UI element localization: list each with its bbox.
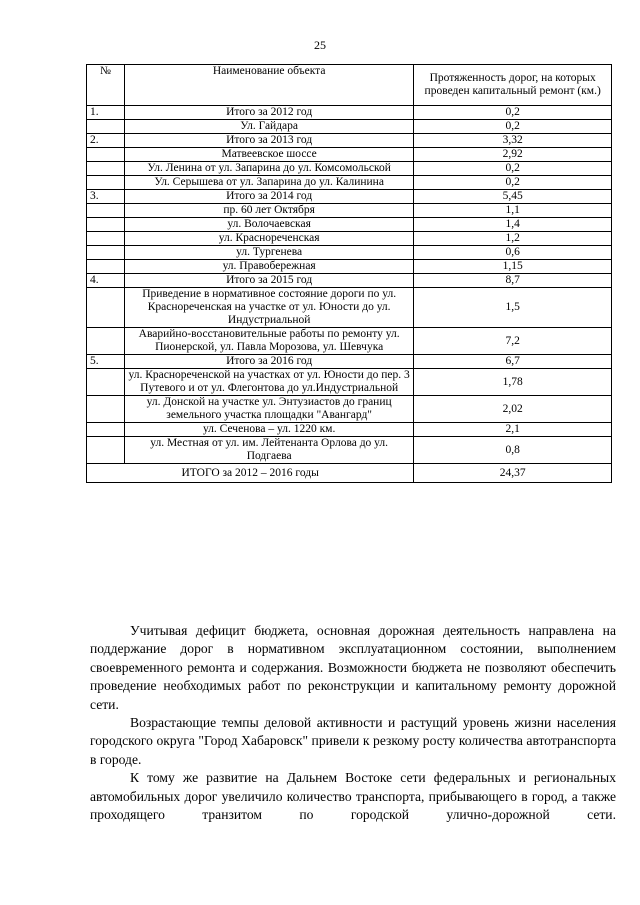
- cell-length: 2,02: [414, 396, 612, 423]
- paragraph-budget: Учитывая дефицит бюджета, основная дорожная деятельность направлена на поддержание дорог в нормативном эксплуатационном состоянии, выполнением своевременного ремонта и содержания. Возможности бюджета не позволяют обеспечить проведение необходимых работ по реконструкции и капитальному ремонту дорожной сети.: [90, 623, 616, 712]
- total-value: 24,37: [414, 464, 612, 483]
- cell-length: 0,8: [414, 437, 612, 464]
- cell-length: 0,6: [414, 246, 612, 260]
- cell-length: 8,7: [414, 274, 612, 288]
- cell-num: [87, 232, 125, 246]
- cell-num: 2.: [87, 134, 125, 148]
- cell-name: ул. Краснореченской на участках от ул. Юности до пер. 3 Путевого и от ул. Флегонтова до ул.Индустриальной: [124, 369, 413, 396]
- cell-length: 0,2: [414, 120, 612, 134]
- cell-length: 5,45: [414, 190, 612, 204]
- table-row: [87, 134, 612, 148]
- cell-num: 5.: [87, 355, 125, 369]
- paragraph-activity: Возрастающие темпы деловой активности и растущий уровень жизни населения городского округа "Город Хабаровск" привели к резкому росту количества автотранспорта в городе.: [90, 715, 616, 767]
- cell-name: Ул. Серышева от ул. Запарина до ул. Калинина: [124, 176, 413, 190]
- cell-num: [87, 148, 125, 162]
- cell-length: 1,2: [414, 232, 612, 246]
- table-row: [87, 148, 612, 162]
- road-repair-table: [86, 64, 612, 483]
- cell-num: [87, 288, 125, 328]
- table-row: [87, 369, 612, 396]
- cell-name: ул. Правобережная: [124, 260, 413, 274]
- cell-num: [87, 423, 125, 437]
- table-row: [87, 288, 612, 328]
- table-row: [87, 437, 612, 464]
- table-row: [87, 204, 612, 218]
- cell-length: 1,78: [414, 369, 612, 396]
- table-row: [87, 396, 612, 423]
- table-total-row: [87, 464, 612, 483]
- cell-name: Приведение в нормативное состояние дороги по ул. Краснореченская на участке от ул. Юности до ул. Индустриальной: [124, 288, 413, 328]
- cell-length: 6,7: [414, 355, 612, 369]
- cell-num: 1.: [87, 106, 125, 120]
- cell-num: [87, 204, 125, 218]
- total-label: ИТОГО за 2012 – 2016 годы: [87, 464, 414, 483]
- table-row: [87, 355, 612, 369]
- cell-name: ул. Волочаевская: [124, 218, 413, 232]
- header-number: №: [87, 65, 125, 106]
- table-row: [87, 274, 612, 288]
- cell-name: ул. Сеченова – ул. 1220 км.: [124, 423, 413, 437]
- cell-length: 0,2: [414, 176, 612, 190]
- table-row: [87, 246, 612, 260]
- table-row: [87, 120, 612, 134]
- cell-num: [87, 176, 125, 190]
- header-object-name: Наименование объекта: [124, 65, 413, 106]
- cell-length: 1,1: [414, 204, 612, 218]
- table-header-row: [87, 65, 612, 106]
- cell-name: Матвеевское шоссе: [124, 148, 413, 162]
- table-row: [87, 176, 612, 190]
- cell-length: 7,2: [414, 328, 612, 355]
- cell-name: Итого за 2012 год: [124, 106, 413, 120]
- cell-name: ул. Тургенева: [124, 246, 413, 260]
- cell-length: 3,32: [414, 134, 612, 148]
- cell-name: Итого за 2014 год: [124, 190, 413, 204]
- cell-length: 2,92: [414, 148, 612, 162]
- cell-name: Итого за 2015 год: [124, 274, 413, 288]
- cell-name: Ул. Ленина от ул. Запарина до ул. Комсомольской: [124, 162, 413, 176]
- cell-name: ул. Местная от ул. им. Лейтенанта Орлова до ул. Подгаева: [124, 437, 413, 464]
- table-row: [87, 260, 612, 274]
- table-row: [87, 423, 612, 437]
- table-row: [87, 106, 612, 120]
- cell-name: Итого за 2013 год: [124, 134, 413, 148]
- cell-name: Ул. Гайдара: [124, 120, 413, 134]
- cell-name: ул. Донской на участке ул. Энтузиастов до границ земельного участка площадки "Авангард": [124, 396, 413, 423]
- table-body: [87, 106, 612, 464]
- cell-num: [87, 120, 125, 134]
- cell-num: [87, 396, 125, 423]
- cell-num: 3.: [87, 190, 125, 204]
- cell-name: ул. Краснореченская: [124, 232, 413, 246]
- page-number: 25: [314, 38, 326, 52]
- cell-num: 4.: [87, 274, 125, 288]
- table-row: [87, 232, 612, 246]
- header-road-length: Протяженность дорог, на которых проведен капитальный ремонт (км.): [414, 65, 612, 106]
- cell-name: Аварийно-восстановительные работы по ремонту ул. Пионерской, ул. Павла Морозова, ул. Шевчука: [124, 328, 413, 355]
- cell-length: 0,2: [414, 162, 612, 176]
- cell-num: [87, 246, 125, 260]
- cell-name: Итого за 2016 год: [124, 355, 413, 369]
- cell-num: [87, 328, 125, 355]
- cell-num: [87, 218, 125, 232]
- body-text: [90, 622, 616, 824]
- cell-name: пр. 60 лет Октября: [124, 204, 413, 218]
- cell-num: [87, 369, 125, 396]
- cell-num: [87, 162, 125, 176]
- cell-length: 1,5: [414, 288, 612, 328]
- cell-length: 1,15: [414, 260, 612, 274]
- table-row: [87, 328, 612, 355]
- cell-length: 2,1: [414, 423, 612, 437]
- cell-num: [87, 437, 125, 464]
- table-row: [87, 162, 612, 176]
- cell-length: 0,2: [414, 106, 612, 120]
- cell-length: 1,4: [414, 218, 612, 232]
- paragraph-transit: К тому же развитие на Дальнем Востоке сети федеральных и региональных автомобильных дорог увеличило количество транспорта, прибывающего в город, а также проходящего транзитом по городской улично-дорожной сети.: [90, 770, 616, 823]
- cell-num: [87, 260, 125, 274]
- table-row: [87, 218, 612, 232]
- table-row: [87, 190, 612, 204]
